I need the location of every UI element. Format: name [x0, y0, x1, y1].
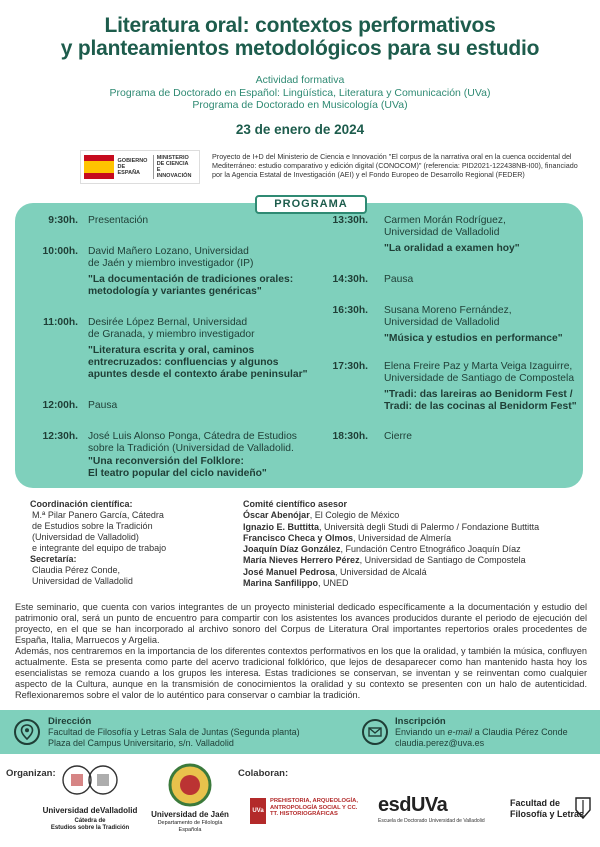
- slot-time: 10:00h.: [42, 246, 78, 257]
- committee-block: [243, 499, 593, 589]
- slot-time: 16:30h.: [332, 305, 368, 316]
- speaker-name: Susana Moreno Fernández,: [384, 305, 512, 316]
- registration-email-link[interactable]: claudia.perez@uva.es: [395, 738, 485, 748]
- committee-member: [243, 533, 593, 544]
- ministry-logo: [80, 150, 200, 184]
- gov-line: MINISTERIO: [156, 155, 189, 161]
- talk-title: metodología y variantes genéricas": [88, 285, 262, 297]
- uva-square-icon: UVa: [250, 798, 266, 824]
- member-affiliation: , Fundación Centro Etnográfico Joaquín Díaz: [340, 544, 521, 555]
- member-affiliation: , El Colegio de México: [309, 510, 400, 521]
- speaker-name: Carmen Morán Rodríguez,: [384, 215, 506, 226]
- organizers-label: Organizan:: [6, 768, 56, 779]
- slot-time: 9:30h.: [48, 215, 78, 226]
- speaker-affiliation: sobre la Tradición (Universidad de Valladolid.: [88, 443, 294, 455]
- talk-title: "La oralidad a examen hoy": [384, 242, 520, 254]
- slot-time: 18:30h.: [332, 431, 368, 442]
- slot-text: Pausa: [88, 400, 118, 411]
- registration-text: a Claudia Pérez Conde: [472, 727, 568, 737]
- esduva-logo: [378, 794, 498, 828]
- coordination-line: M.ª Pilar Panero García, Cátedra: [32, 510, 164, 520]
- talk-title: entrecruzados: confluencias y algunos: [88, 356, 279, 368]
- event-date: 23 de enero de 2024: [235, 122, 365, 137]
- member-name: María Nieves Herrero Pérez: [243, 555, 360, 566]
- subtitle-program-2: Programa de Doctorado en Musicología (UVa): [192, 99, 408, 111]
- committee-heading: Comité científico asesor: [243, 499, 348, 509]
- address-line: Facultad de Filosofía y Letras Sala de Juntas (Segunda planta): [48, 727, 300, 737]
- committee-member: [243, 555, 593, 566]
- member-affiliation: , Universidad de Santiago de Compostela: [359, 555, 526, 566]
- committee-member: [243, 567, 593, 578]
- speaker-name: David Mañero Lozano: [88, 246, 189, 257]
- title-line-2: y planteamientos metodológicos para su estudio: [60, 37, 540, 60]
- talk-title: El teatro popular del ciclo navideño": [88, 467, 267, 479]
- slot-time: 11:00h.: [43, 317, 78, 328]
- member-affiliation: , Università degli Studi di Palermo / Fondazione Buttitta: [319, 521, 540, 532]
- speaker-affiliation: Universidad de Valladolid: [384, 317, 500, 329]
- committee-member: [243, 578, 593, 589]
- speaker-affiliation: , Universidad: [187, 317, 248, 328]
- description-paragraph: Además, nos centraremos en la importancia de los diferentes contextos performativos en los que la oralidad, y también la música, confluyen actualmente. Esta se presenta como parte del acervo tradicional folklórico, que lejos de desaparecer como han mantenido hasta hoy los esencialistas se remoza cuando a los grupos les interesa. Estas tradiciones se conservan, se inventan y se reinventan como cualquier aspecto de la Cultura, aunque en la transmisión de conocimientos la oralidad y su contexto se presenten con un halo de autenticidad. Reflexionaremos sobre el valor de lo auténtico para conservar o cambiar la tradición.: [15, 646, 587, 700]
- member-name: José Manuel Pedrosa: [243, 566, 336, 577]
- slot-time: 14:30h.: [332, 274, 368, 285]
- subtitle-activity: Actividad formativa: [255, 74, 345, 86]
- committee-member: [243, 522, 593, 533]
- talk-title: "Literatura escrita y oral, caminos: [88, 344, 255, 356]
- registration-text: e-mail: [447, 727, 473, 737]
- registration-block: [395, 727, 595, 749]
- ujaen-name: Universidad de Jaén: [151, 810, 229, 819]
- ujaen-crest-icon: [140, 762, 240, 808]
- ffyl-emblem-icon: [574, 796, 592, 820]
- speaker-name: Desirée López Bernal: [88, 317, 188, 328]
- ffyl-line: Facultad de: [510, 798, 561, 808]
- uva-logo: [40, 762, 140, 842]
- slot-time: 12:00h.: [42, 400, 78, 411]
- registration-heading: Inscripción: [395, 716, 446, 727]
- address-heading: Dirección: [48, 716, 92, 727]
- description-text: [15, 602, 587, 701]
- ujaen-sub: Española: [178, 826, 202, 833]
- gov-line: DE CIENCIA: [156, 161, 189, 167]
- member-affiliation: , UNED: [318, 578, 349, 589]
- speaker-affiliation: Universidad de Valladolid: [384, 227, 500, 239]
- member-name: Marina Sanfilippo: [243, 578, 319, 589]
- registration-text: Enviando un: [395, 727, 448, 737]
- secretary-heading: Secretaría:: [30, 554, 77, 564]
- slot-text: Pausa: [384, 274, 414, 285]
- ujaen-sub: Departamento de Filología: [157, 820, 223, 826]
- speaker-affiliation: de Granada, y miembro investigador: [88, 329, 255, 341]
- esduva-sub: Escuela de Doctorado Universidad de Valladolid: [378, 818, 485, 824]
- address-line: Plaza del Campus Universitario, s/n. Valladolid: [48, 738, 234, 748]
- speaker-affiliation: Universidade de Santiago de Compostela: [384, 373, 575, 385]
- gov-line: E INNOVACIÓN: [156, 167, 192, 179]
- mail-icon: [362, 719, 388, 745]
- talk-title: "La documentación de tradiciones orales:: [88, 273, 294, 285]
- coordination-block: [30, 499, 230, 587]
- ffyl-line: Filosofía y Letras: [510, 809, 585, 819]
- prehistoria-text: PREHISTORIA, ARQUEOLOGÍA, ANTROPOLOGÍA SOCIAL Y CC. TT. HISTORIOGRÁFICAS: [270, 798, 358, 818]
- collaborators-label: Colaboran:: [238, 768, 289, 779]
- description-paragraph: Este seminario, que cuenta con varios integrantes de un proyecto ministerial dedicado específicamente a la documentación y estudio del patrimonio oral, será un punto de encuentro para compartir con los asistentes los avances producidos durante el periodo de ejecución del proyecto, en el que se han incorporado al archivo sonoro del Corpus de Literatura Oral importantes repertorios orales procedentes de España, Italia, Marruecos y Argelia.: [15, 602, 587, 645]
- member-name: Joaquín Díaz González: [243, 544, 341, 555]
- subtitle-block: [0, 74, 600, 112]
- address-block: [48, 727, 348, 749]
- uva-crest-icon: [40, 762, 140, 804]
- member-affiliation: , Universidad de Almería: [353, 532, 452, 543]
- coordination-line: de Estudios sobre la Tradición: [32, 521, 153, 531]
- slot-text: Cierre: [384, 431, 413, 442]
- secretary-line: Universidad de Valladolid: [32, 576, 133, 586]
- slot-time: 17:30h.: [332, 361, 368, 372]
- talk-title: Tradi: de las cocinas al Benidorm Fest": [384, 400, 577, 412]
- page-title: [0, 14, 600, 60]
- gov-line: GOBIERNO: [117, 158, 148, 164]
- speaker-name: Elena Freire Paz y Marta Veiga Izaguirre,: [384, 361, 573, 372]
- committee-member: [243, 544, 593, 555]
- talk-title: "Una reconversión del Folklore:: [88, 455, 244, 467]
- speaker-affiliation: , Cátedra de Estudios: [197, 431, 297, 442]
- uva-name: Universidad: [42, 806, 89, 815]
- gov-line: DE ESPAÑA: [117, 164, 141, 176]
- speaker-name: José Luis Alonso Ponga: [88, 431, 198, 442]
- uva-sub: Estudios sobre la Tradición: [50, 825, 130, 831]
- talk-title: apuntes desde el contexto árabe peninsular": [88, 369, 308, 381]
- subtitle-program-1: Programa de Doctorado en Español: Lingüística, Literatura y Comunicación (UVa): [109, 86, 491, 99]
- uva-name: deValladolid: [90, 806, 138, 815]
- ujaen-logo: [140, 762, 240, 842]
- location-pin-icon: [14, 719, 40, 745]
- coordination-heading: Coordinación científica:: [30, 499, 133, 509]
- member-name: Francisco Checa y Olmos: [243, 532, 354, 543]
- slot-time: 13:30h.: [332, 215, 368, 226]
- prehistoria-logo: [250, 796, 365, 830]
- ffyl-logo: [510, 796, 595, 830]
- coordination-line: e integrante del equipo de trabajo: [32, 543, 167, 553]
- slot-time: 12:30h.: [42, 431, 78, 442]
- slot-text: Presentación: [88, 215, 149, 226]
- member-name: Ignazio E. Buttitta: [243, 521, 319, 532]
- esduva-wordmark: esdUVa: [378, 794, 448, 816]
- coordination-line: (Universidad de Valladolid): [32, 532, 139, 542]
- talk-title: "Tradi: das lareiras ao Benidorm Fest /: [384, 388, 573, 400]
- program-label: PROGRAMA: [255, 195, 367, 214]
- project-description: Proyecto de I+D del Ministerio de Ciencia e Innovación "El corpus de la narrativa oral en la cuenca occidental del Mediterráneo: estudio comparativo y edición digital (CONOCOM)" (referencia: PID2021-122438NB-I00), financiado por la Agencia Estatal de Investigación (AEI) y el Fondo Europeo de Desarrollo Regional (FEDER): [212, 152, 578, 180]
- talk-title: "Música y estudios en performance": [384, 332, 563, 344]
- spain-shield-icon: [84, 155, 114, 179]
- uva-sub: Cátedra de: [74, 818, 106, 824]
- speaker-affiliation: , Universidad: [188, 246, 249, 257]
- member-name: Óscar Abenójar: [243, 510, 310, 521]
- speaker-affiliation: de Jaén y miembro investigador (IP): [88, 258, 254, 270]
- title-line-1: Literatura oral: contextos performativos: [104, 14, 496, 37]
- secretary-line: Claudia Pérez Conde,: [32, 565, 121, 575]
- committee-member: [243, 510, 593, 521]
- member-affiliation: , Universidad de Alcalá: [335, 566, 427, 577]
